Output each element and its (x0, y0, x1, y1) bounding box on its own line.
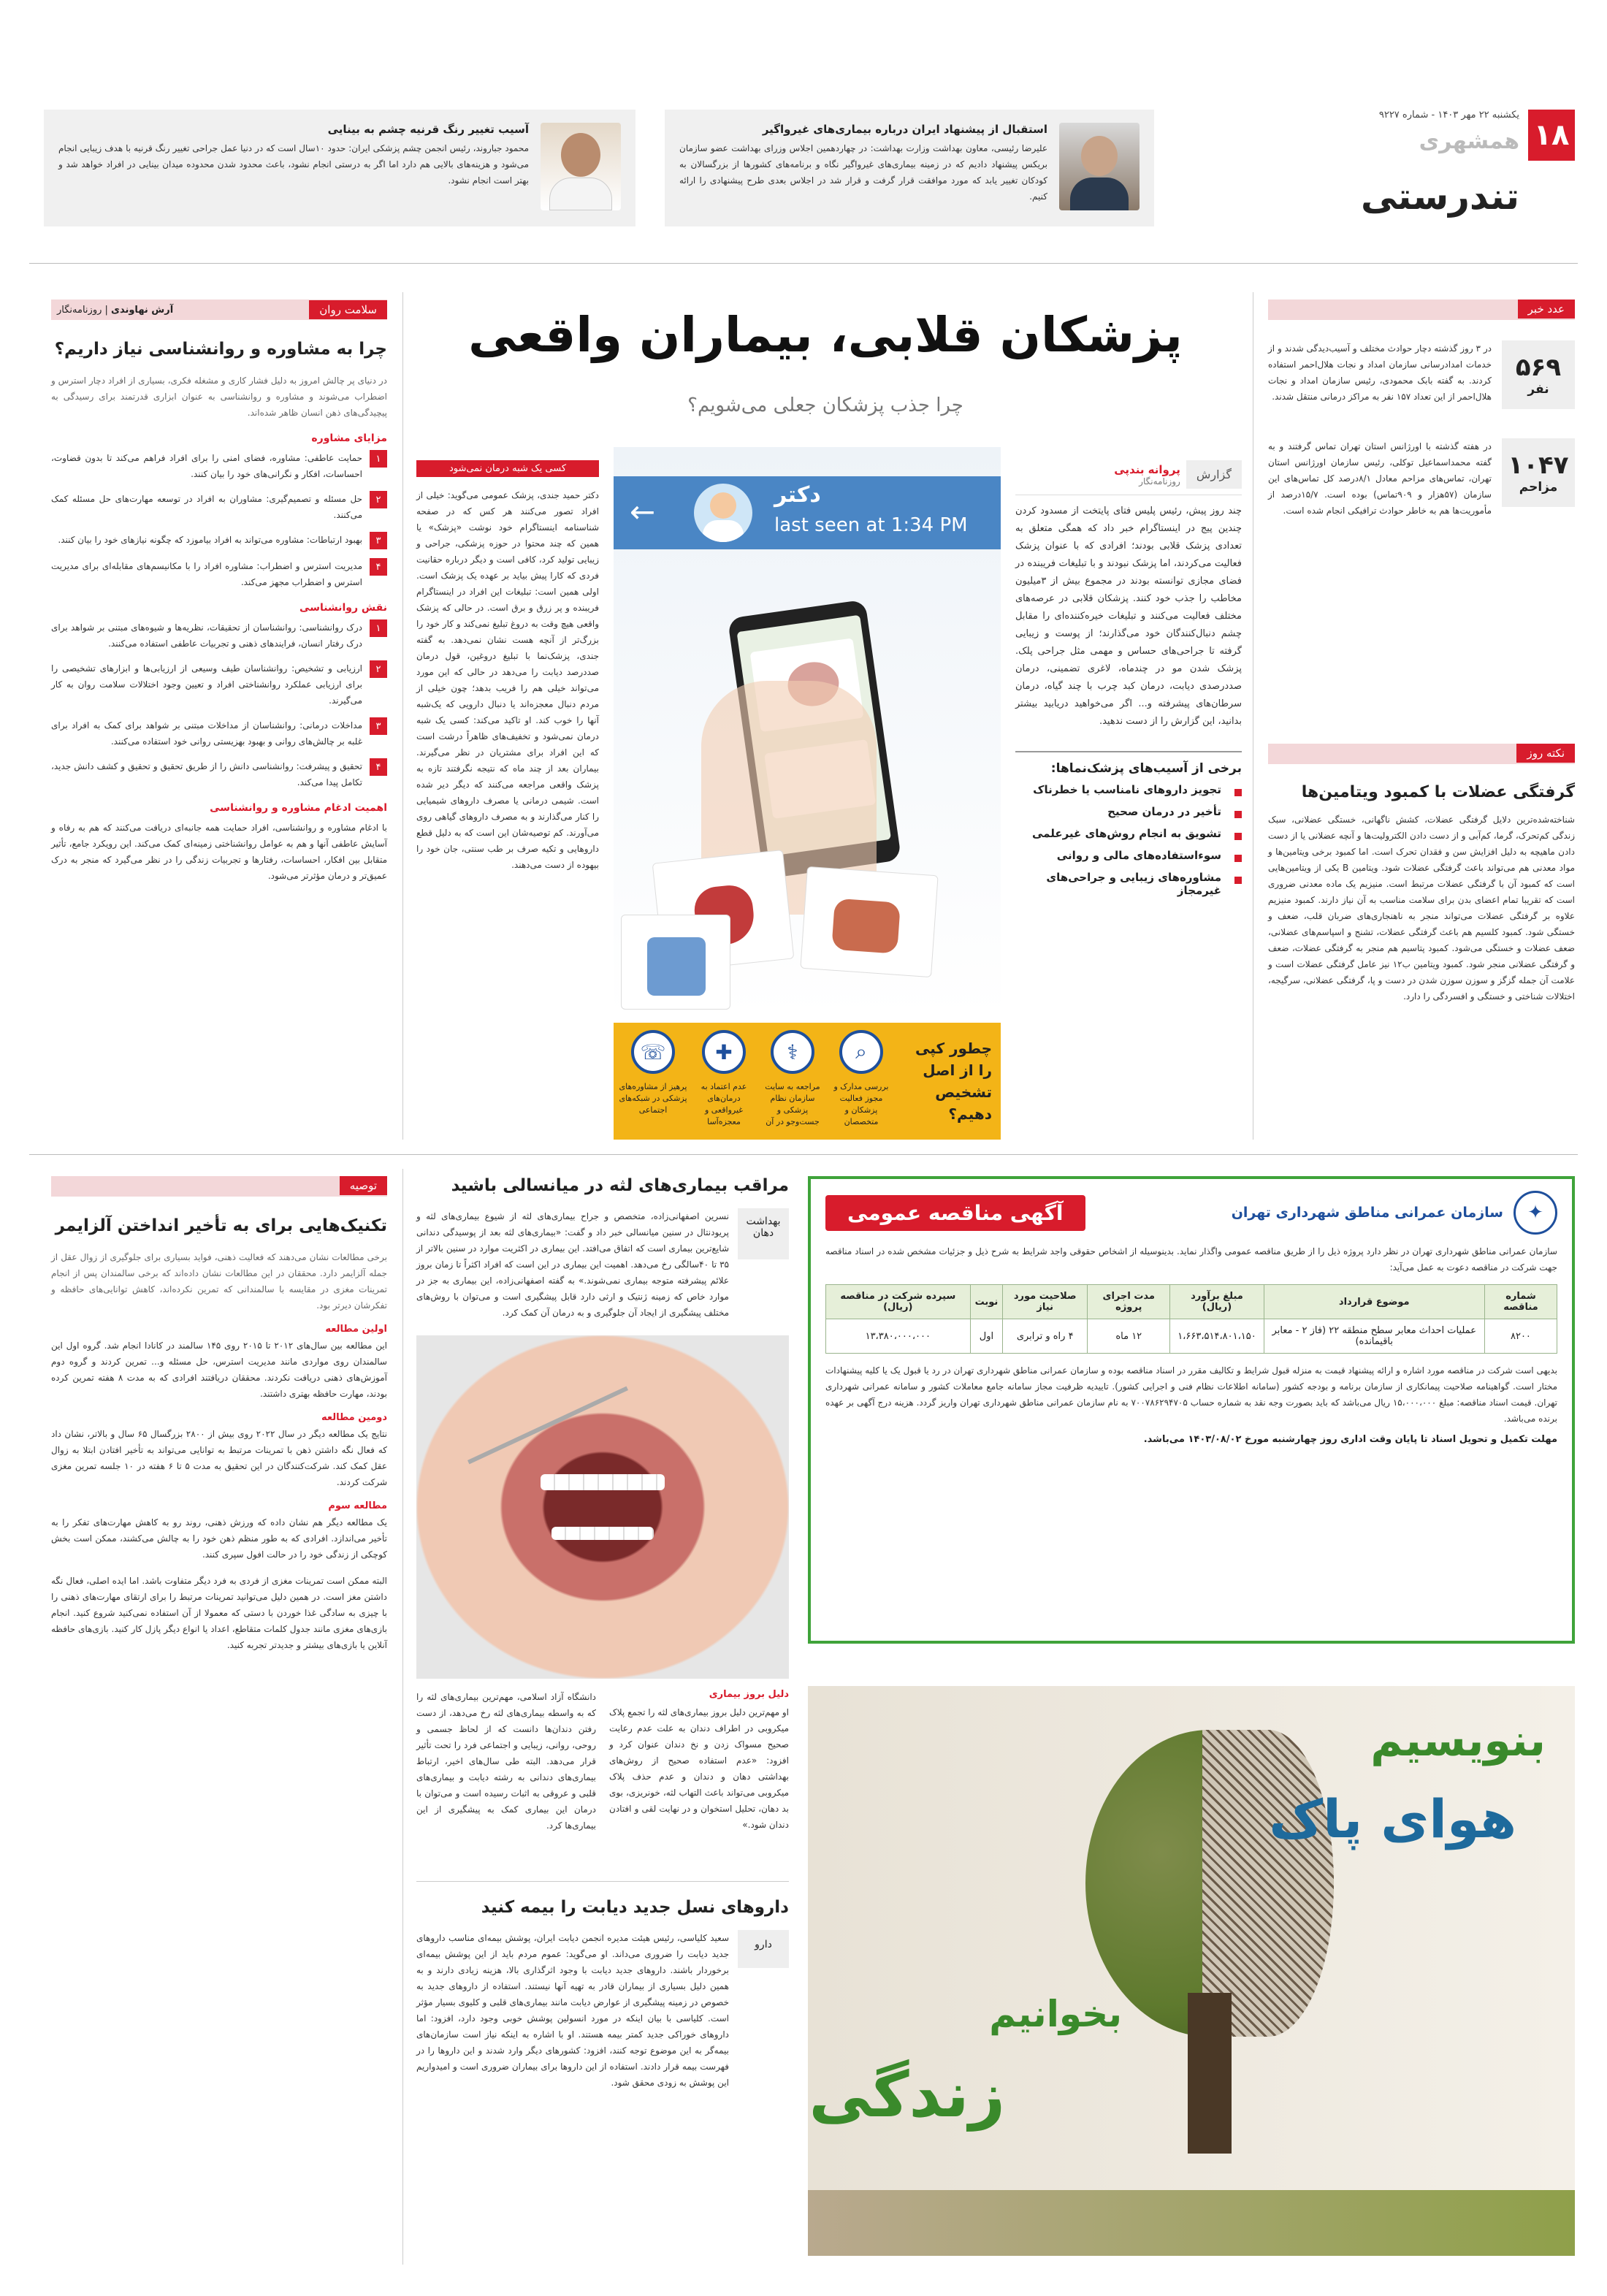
tip-section (1268, 744, 1575, 1004)
back-arrow-icon: ← (630, 494, 656, 530)
col-divider-2 (402, 292, 403, 1140)
howto-step: ☏ پرهیز از مشاوره‌های پزشکی در شبکه‌های اجتماعی (618, 1023, 688, 1116)
tender-intro: سازمان عمرانی مناطق شهرداری تهران در نظر دارد پروژه ذیل را از طریق مناقصه عمومی واگذار نماید. بدینوسیله از اشخاص حقوقی واجد شرایط به شرح ذیل و جزئیات مشخص شده در اسناد مناقصه جهت شرکت در مناقصه دعوت به عمل می‌آید: (825, 1246, 1557, 1273)
psych-list-item: ۳ مداخلات درمانی: روانشناسان از مداخلات مبتنی بر شواهد برای کمک به افراد برای غلبه بر چالش‌های روانی و بهبود بهزیستی روانی خود استفاده می‌کنند. (51, 717, 387, 750)
psych-author: آرش نهاوندی (111, 304, 174, 316)
news1-body: علیرضا رئیسی، معاون بهداشت وزارت بهداشت: در چهاردهمین اجلاس وزرای بهداشت عضو سازمان بریکس پیشنهاد دادیم که در زمینه بیماری‌های غیرواگیر نگاه و برنامه‌های کشورها از بزرگسالان به کودکان تغییر یابد که مورد موافقت قرار گرفت و قرار شد در اجلاس بعدی طرح پیشنهادی را ارائه کنیم. (679, 143, 1047, 202)
gum-title: مراقب بیماری‌های لثه در میانسالی باشید (451, 1176, 789, 1195)
paper-logo: همشهری (1419, 129, 1519, 154)
number-2-text: در هفته گذشته با اورژانس استان تهران تماس گرفتند و به گفته محمداسماعیل توکلی، رئیس سازمان اورژانس استان تهران، تماس‌های مزاحم معادل ۸/۱درصد کل تماس‌های این سازمان (۵۷هزار و ۹۰۹تماس) بوده است. ۱۵/۷درصد از مأموریت‌ها هم به خاطر حوادث ترافیکی انجام شده است. (1268, 441, 1492, 516)
main-subhead: چرا جذب پزشکان جعلی می‌شویم؟ (687, 394, 963, 416)
tender-org: سازمان عمرانی مناطق شهرداری تهران (1231, 1205, 1503, 1221)
alz-t4: البته ممکن است تمرینات مغزی از فردی به فرد دیگر متفاوت باشد. اما ایده اصلی، فعال نگه داشتن مغز است. در همین دلیل می‌توانید تمرینات مرتبط را برای ارتقای مهارت‌های ذهنی را با چیزی به سادگی غذا خوردن با دستی که معمولا از آن استفاده نمی‌کنید شروع کنید. انجام بازی‌های مغزی مانند جدول کلمات متقاطع، اعداد یا انواع دیگر پازل کار کنید. بازی‌های حافظه آنلاین یا بازی‌های بیشتر و جدیدتر تجربه کنید. (51, 1576, 387, 1650)
header-news-1 (665, 110, 1154, 226)
drug-tag: دارو (738, 1930, 789, 1968)
gum-drug-divider (416, 1881, 789, 1882)
psych-list-item: ۴ تحقیق و پیشرفت: روانشناسی دانش را از طریق تحقیق و تحقیق و کشف دانش جدید، تکامل پیدا می‌کند. (51, 758, 387, 790)
ad2-line1: بنویسیم (1370, 1715, 1546, 1766)
clean-air-ad (808, 1686, 1575, 2256)
main-headline: پزشکان قلابی، بیماران واقعی (468, 307, 1183, 363)
drug-title: داروهای نسل جدید دیابت را بیمه کنید (481, 1898, 789, 1917)
main-col-2-text: دکتر حمید جندی، پزشک عمومی می‌گوید: خیلی از افراد تصور می‌کنند هر کس که در صفحه شناسنامه اینستاگرام خود نوشت «پزشک» یا همین که چند محتوا در حوزه پزشکی، جراحی و زیبایی تولید کرد، کافی است و دیگر درباره حقانیت فردی که کارا پیش بیاید بر عهده یک پزشک است. اولی همین است: تبلیغات این افراد در اینستاگرام فریبنده و پر زرق و برق است. در حالی که پزشک واقعی هیچ وقت به دروغ تبلیغ نمی‌کند و کار خود را بزرگ‌تر از آنچه هست نشان نمی‌دهد. به گفته جندی، پزشک‌نما با تبلیغ دروغین، قول درمان صددرصد دیابت را می‌دهد در حالی که این مورد می‌تواند خیلی هم را فریب بدهد؛ چون خیلی از مردم دنبال معجزه‌اند یا دنبال دارویی که یک‌شبه آنها را خوب کند. او تاکید می‌کند: کسی یک شبه درمان نمی‌شود و تخفیف‌های ظاهراً درشت است که این افراد برای مشتریان در نظر می‌گیرند. بیماران بعد از چند ماه که نتیجه نگرفتند تازه به پزشک واقعی مراجعه می‌کنند که دیگر دیر شده است. شیمی درمانی یا مصرف داروهای شیمیایی را کنار می‌گذارند و به مصرف داروهای گیاهی روی می‌آورند. کم توصیه‌شان این است که به دلیل قطع داروهایی و تکیه صرف بر طب سنتی، جان خود را بیهوده از دست می‌دهند. (416, 490, 599, 870)
chat-header (614, 476, 1001, 549)
mishap-item: تجویز داروهای نامناسب یا خطرناک (1015, 783, 1242, 796)
report-tag: گزارش (1186, 460, 1242, 489)
psych-sub1: مزایای مشاوره (311, 432, 387, 444)
document-search-icon: ⌕ (839, 1030, 883, 1074)
drug-body: سعید کلیاسی، رئیس هیئت مدیره انجمن دیابت ایران، پوشش بیمه‌ای مناسب داروهای جدید دیابت را ضروری می‌داند. او می‌گوید: عموم مردم باید از این پوشش بیمه‌ای برخوردار باشند. داروهای جدید دیابت با وجود اثرگذاری بالا، هزینه زیادی دارند و به همین دلیل بسیاری از بیماران قادر به تهیه آنها نیستند. استفاده از داروهای جدید به خصوص در زمینه پیشگیری از عوارض دیابت مانند بیماری‌های قلبی و کلیوی بسیار مؤثر است. کلیاسی با بیان اینکه در مورد انسولین پوشش خوبی وجود دارد، افزود: اما داروهای خوراکی جدید کمتر بیمه هستند. او با اشاره به اینکه نیاز است سازمان‌های بیمه‌گر به این موضوع توجه کنند، افزود: کشورهای دیگر وارد شدند و این داروها را در فهرست بیمه قرار دادند. استفاده از این داروها برای بیماران ضروری است و امیدواریم این پوشش به زودی محقق شود. (416, 1933, 729, 2088)
chat-card (621, 915, 730, 1010)
number-1: ۵۶۹ (1515, 353, 1562, 382)
date-line: یکشنبه ۲۲ مهر ۱۴۰۳ - شماره ۹۲۲۷ (1378, 110, 1519, 121)
col-divider-3 (402, 1169, 403, 2265)
tender-table: شماره مناقصه موضوع قرارداد مبلغ برآورد (ریال) مدت اجرای پروژه صلاحیت مورد نیاز نوبت سپرده شرکت در مناقصه (ریال) ۸۲۰۰ عملیات احداث معابر سطح منطقه ۲۲ (فاز ۲ - معابر باقیمانده) ۱،۶۶۳،۵۱۴،۸۰۱،۱۵۰ ۱۲ ماه ۴ راه و ترابری اول ۱۳،۳۸۰،۰۰۰،۰۰۰ (825, 1284, 1557, 1354)
number-2-unit: مزاحم (1519, 480, 1558, 495)
chat-doctor-title: دکتر (774, 482, 821, 508)
table-row: ۸۲۰۰ عملیات احداث معابر سطح منطقه ۲۲ (فاز ۲ - معابر باقیمانده) ۱،۶۶۳،۵۱۴،۸۰۱،۱۵۰ ۱۲ ماه ۴ راه و ترابری اول ۱۳،۳۸۰،۰۰۰،۰۰۰ (826, 1319, 1557, 1354)
numbers-section (1268, 300, 1575, 519)
gum-col-1: او مهم‌ترین دلیل بروز بیماری‌های لثه را تجمع پلاک میکروبی در اطراف دندان به علت عدم رعایت صحیح مسواک زدن و نخ دندان عنوان کرد و افزود: «عدم استفاده صحیح از روش‌های بهداشتی دهان و دندان و عدم حذف پلاک میکروبی می‌تواند باعث التهاب لثه، خونریزی، بوی بد دهان، تحلیل استخوان و در نهایت لقی و افتادن دندان شود.» (609, 1707, 789, 1830)
main-col-2 (416, 460, 599, 873)
howto-step: ✚ عدم اعتماد به درمان‌های غیرواقعی و معجزه‌آسا (691, 1023, 757, 1128)
psych-sub2: نقش روانشناسی (299, 602, 387, 614)
psych-tag: سلامت روان (309, 300, 387, 319)
tip-tag-bar (1268, 744, 1575, 764)
numbers-tag-bar (1268, 300, 1575, 320)
tehran-logo-icon: ✦ (1514, 1191, 1557, 1235)
alz-t1: این مطالعه بین سال‌های ۲۰۱۲ تا ۲۰۱۵ روی ۱۴۵ سالمند در کانادا انجام شد. گروه اول این سالمندان روی مواردی مانند مدیریت استرس، حل مسئله و... تمرین کردند و گروه دوم آموزش‌های ذهنی دریافت نکردند. محققان دریافتند افرادی که به مدت ۸ هفته تمرین کرده بودند، مهارت حافظه بهتری داشتند. (51, 1340, 388, 1399)
gum-tag: بهداشت دهان (738, 1208, 789, 1259)
phone-illustration (614, 447, 1001, 1017)
psych-list-item: ۳ بهبود ارتباطات: مشاوره می‌تواند به افراد بیاموزد که چگونه نیازهای خود را بیان کنند. (51, 532, 387, 549)
alz-t2: نتایج یک مطالعه دیگر در سال ۲۰۲۲ روی بیش از ۲۸۰۰ بزرگسال ۶۵ سال و بالاتر، نشان داد که فعال نگه داشتن ذهن با تمرینات مرتبط به توانایی می‌تواند به تأخیر افتادن ابتلا به زوال عقل کمک کند. شرکت‌کنندگان در این تحقیق به مدت ۵ تا ۶ هفته در ۱۰ جلسه تمرین مغزی شرکت کردند. (51, 1429, 388, 1487)
ad2-line3: بخوانیم (989, 1993, 1122, 2035)
alz-intro: برخی مطالعات نشان می‌دهند که فعالیت ذهنی، فواید بسیاری برای جلوگیری از زوال عقل از جمله آلزایمر دارد. محققان در این مطالعات نشان داده‌اند که برخی سالمندان پس از انجام تمرینات مغزی در مقایسه با سالمندانی که تمرین نکرده‌اند، کاهش توانایی‌های حافظه و تفکرشان دیرتر بود. (51, 1252, 387, 1311)
psych-section (51, 300, 387, 884)
psych-author-role: روزنامه‌نگار (57, 304, 102, 316)
number-2: ۱۰۴۷ (1508, 451, 1569, 480)
medical-badge-icon: ⚕ (771, 1030, 814, 1074)
mishap-item: مشاوره‌های زیبایی و جراحی‌های غیرمجاز (1015, 871, 1242, 897)
mishaps-box (1015, 751, 1242, 897)
mid-divider (29, 1154, 1578, 1155)
number-box-2 (1502, 438, 1575, 507)
main-col-1 (1015, 460, 1242, 906)
author-name: پروانه بندپی (1114, 462, 1180, 476)
tip-body: شناخته‌شده‌ترین دلایل گرفتگی عضلات، کشش ناگهانی، خستگی عضلانی، سبک زندگی کم‌تحرک، گرما، کم‌آبی و از دست دادن الکترولیت‌ها و آنچه عضلانی یا از دست دادن ماهیچه به دلیل افزایش سن و فقدان تحرک است. اما کمبود برخی ویتامین‌ها و مواد معدنی هم می‌تواند باعث گرفتگی عضلات شود. ویتامین B یکی از ویتامین‌هایی است که کمبود آن با گرفتگی عضلات مرتبط است. منیزیم یک ماده معدنی ضروری است که تقریبا تمام اعضای بدن برای سلامت مناسب به آن نیاز دارند. کمبود منیزیم علاوه بر گرفتگی عضلات می‌تواند منجر به ناهنجاری‌های ضربان قلب، ضعف و خستگی شود. کمبود کلسیم هم باعث گرفتگی عضلات، تشنج و اسپاسم‌های عضلانی، ضعف عضلات و خستگی می‌شود. کمبود پتاسیم هم منجر به گرفتگی عضلات، ضعف و گرفتگی عضلانی منجر شود. کمبود ویتامین ب۱۲ نیز عامل گرفتگی عضلات است و علامت آن جمله گزگز و سوزن سوزن شدن در دست و پا، گرفتگی عضلانی، سرگیجه، اختلالات شناختی و خستگی و افسردگی را دارد. (1268, 815, 1575, 1002)
doctor-avatar-icon (694, 484, 752, 542)
dental-mirror-icon (467, 1387, 628, 1465)
header-divider (29, 263, 1578, 264)
gum-sub: دلیل بروز بیماری (709, 1689, 789, 1700)
mishap-item: تشویق به انجام روش‌های غیرعلمی (1015, 827, 1242, 840)
news2-photo (541, 123, 621, 210)
psych-list-item: ۴ مدیریت استرس و اضطراب: مشاوره افراد را با مکانیسم‌های مقابله‌ای برای مدیریت استرس و اضطراب مجهز می‌کند. (51, 558, 387, 590)
psych-sub3: اهمیت ادغام مشاوره و روانشناسی (210, 802, 387, 814)
ad2-line2: هوای پاک (1269, 1788, 1516, 1850)
header-news-2 (44, 110, 635, 226)
mishaps-title: برخی از آسیب‌های پزشک‌نماها: (1050, 761, 1242, 776)
psych-outro: با ادغام مشاوره و روانشناسی، افراد حمایت همه جانبه‌ای دریافت می‌کنند که هم به رفاه و آسایش عاطفی آنها و هم به عوامل روانشناختی زمینه‌ای کمک می‌کند. این رویکرد جامع، تأثیر متقابل بین افکار، احساسات، رفتارها و تجربیات زندگی را در نظر می‌گیرد که منجر به درک عمیق‌تر و درمان مؤثرتر می‌شود. (51, 823, 387, 881)
psych-list-item: ۲ حل مسئله و تصمیم‌گیری: مشاوران به افراد در توسعه مهارت‌های حل مسئله کمک می‌کنند. (51, 491, 387, 523)
news1-title: استقبال از پیشنهاد ایران درباره بیماری‌های غیرواگیر (762, 123, 1047, 136)
alz-t3: یک مطالعه دیگر هم نشان داده که ورزش ذهنی، روند رو به کاهش مهارت‌های تفکر را به تأخیر می‌اندازد. افرادی که به طور منظم ذهن خود را به چالش می‌کشند، ممکن است بخش کوچکی از زندگی خود را در حالت افول سپری کنند. (51, 1517, 387, 1560)
numbers-tag: عدد خبر (1518, 300, 1575, 319)
main-col-1-text: چند روز پیش، رئیس پلیس فتای پایتخت از مسدود کردن چندین پیج در اینستاگرام خبر داد که همگی متعلق به تعدادی پزشک قلابی بودند؛ افرادی که با عنوان پزشک فعالیت می‌کردند، اما پزشک نبودند و با تبلیغات فریبنده در فضای مجازی توانسته بودند در مجموع بیش از ۳میلیون مخاطب را جذب خود کنند. پزشکان قلابی در عرصه‌های مختلف فعالیت می‌کنند و تبلیغات خیره‌کننده‌ای را مقابل چشم دنبال‌کنندگان خود می‌گذارند؛ از پوست و زیبایی گرفته تا جراحی‌های حساس و مهمی مثل جراحی پلک. پزشک شدن مو در چندماه، لاغری تضمینی، درمان صددرصدی دیابت، درمان کبد چرب با چند گیاه، درمان سرطان‌های پیشرفته و... اگر می‌خواهید دریابید بیشتر بدانید، این گزارش را از دست ندهید. (1015, 506, 1242, 727)
psych-list-item: ۱ درک روانشناسی: روانشناسان از تحقیقات، نظریه‌ها و شیوه‌های مبتنی بر شواهد برای درک رفتار انسان، فرایندهای ذهنی و تجربیات عاطفی استفاده می‌کنند. (51, 619, 387, 652)
ad2-line4: زندگی (809, 2059, 1005, 2132)
psych-intro: در دنیای پر چالش امروز به دلیل فشار کاری و مشغله فکری، بسیاری از افراد دچار استرس و اضطراب می‌شوند و مشاوره و روانشناسی به عنوان ابزاری قدرتمند برای رسیدگی به پیچیدگی‌های ذهن انسان ظاهر شده‌اند. (51, 375, 387, 418)
mouth-photo (416, 1335, 789, 1679)
gum-intro: نسرین اصفهانی‌زاده، متخصص و جراح بیماری‌های لثه از شیوع بیماری‌های لثه و پریودنتال در سنین میانسالی خبر داد و گفت: «بیماری‌های لثه بعد از پوسیدگی دندانی شایع‌ترین بیماری است که اتفاق می‌افتد. این بیماری در اکثریت موارد در سنین بالاتر از ۳۵ تا ۴۰سالگی رخ می‌دهد. اهمیت این بیماری در این است که افراد اکثراً تا زمان بروز علائم پیشرفته متوجه بیماری نمی‌شوند.» به گفته اصفهانی‌زاده، این بیماری به جز در موارد خاص که زمینه ژنتیک و ارثی دارد قابل پیشگیری است و می‌توان با روش‌های مختلف پیشگیری از ایجاد آن جلوگیری و به درمان آن کمک کرد. (416, 1211, 729, 1318)
tip-tag: نکته روز (1516, 744, 1575, 763)
tender-footer: مهلت تکمیل و تحویل اسناد تا پایان وقت اداری روز چهارشنبه مورخ ۱۴۰۳/۰۸/۰۲ می‌باشد. (1143, 1434, 1557, 1445)
alz-title: تکنیک‌هایی برای به تأخیر انداختن آلزایمر (55, 1216, 387, 1235)
chat-card (800, 866, 938, 977)
psych-tag-bar: سلامت روان آرش نهاوندی | روزنامه‌نگار (51, 300, 387, 320)
number-1-text: در ۳ روز گذشته دچار حوادث مختلف و آسیب‌دیدگی شدند و از خدمات امدادرسانی سازمان امداد و نجات هلال‌احمر استفاده کردند. به گفته بابک محمودی، رئیس سازمان امداد و نجات هلال‌احمر از این تعداد ۱۵۷ نفر به مراکز درمانی منتقل شدند. (1268, 343, 1492, 402)
phone-doctor-icon: ☏ (631, 1030, 675, 1074)
gum-section (416, 1176, 789, 1834)
chat-status: last seen at 1:34 PM (774, 514, 968, 536)
news2-title: آسیب تغییر رنگ قرنیه چشم به بینایی (327, 123, 529, 136)
tender-body: بدیهی است شرکت در مناقصه مورد اشاره و ارائه پیشنهاد قیمت به منزله قبول شرایط و تکالیف مقرر در اسناد مناقصه بوده و سازمان عمرانی مناطق شهرداری تهران در رد یا قبول یک یا کلیه پیشنهادات مختار است. گواهینامه صلاحیت پیمانکاری از سازمان برنامه و بودجه کشور (سامانه اطلاعات نظام فنی و اجرایی کشور). تاییدیه ظرفیت مجاز سامانه جامع معاملات کشور و سامانه عمرانی شهرداری تهران. قیمت اسناد مناقصه: مبلغ ۱۵،۰۰۰،۰۰۰ ریال می‌باشد که باید بصورت وجه نقد به شماره حساب ۷۰۰۷۸۶۲۹۴۷۰۵ به نام سازمان عمرانی مناطق شهرداری تهران واریز گردد. هزینه درج آگهی بر عهده برنده می‌باشد. (825, 1365, 1557, 1424)
howto-title: چطور کپی را از اصل تشخیص دهیم؟ (915, 1040, 992, 1123)
page-number-box: ۱۸ (1528, 110, 1575, 161)
gum-col-2: دانشگاه آزاد اسلامی، مهم‌ترین بیماری‌های لثه را که به واسطه بیماری‌های لثه رخ می‌دهد، از دست رفتن دندان‌ها دانست که از لحاظ جسمی و روحی، روانی، زیبایی و اجتماعی فرد را تحت تأثیر قرار می‌دهد. البته طی سال‌های اخیر، ارتباط بیماری‌های دندانی به رشته دیابت و بیماری‌های قلبی و عروقی به اثبات رسیده است و می‌توان با درمان این بیماری کمک به پیشگیری از این بیماری‌ها کرد. (416, 1692, 596, 1831)
quote-tag: کسی یک شبه درمان نمی‌شود (416, 460, 599, 477)
hospital-bed-icon: ✚ (702, 1030, 746, 1074)
number-1-unit: نفر (1527, 382, 1549, 397)
alz-s1: اولین مطالعه (325, 1324, 387, 1335)
news1-photo (1059, 123, 1140, 210)
alz-s3: مطالعه سوم (328, 1500, 387, 1511)
section-title: تندرستی (1360, 175, 1519, 218)
mishap-item: تأخیر در درمان صحیح (1015, 805, 1242, 818)
drug-section (416, 1898, 789, 2091)
number-box-1 (1502, 340, 1575, 409)
ground (808, 2190, 1575, 2256)
alz-tag: توصیه (340, 1176, 387, 1195)
tender-ad (808, 1176, 1575, 1644)
mishap-item: سوءاستفاده‌های مالی و روانی (1015, 849, 1242, 862)
howto-step: ⌕ بررسی مدارک و مجوز فعالیت پزشکان و متخصصان (828, 1023, 894, 1128)
news2-body: محمود جباروند، رئیس انجمن چشم پزشکی ایران: حدود ۱۰سال است که در دنیا عمل جراحی تغییر رنگ قرنیه با هدف زیبایی انجام می‌شود و هزینه‌های بالایی هم دارد اما اگر به درستی انجام نشود، باعث محدود شدن محدوده میدان بینایی در افراد خواهد شد و بهتر است انجام نشود. (58, 143, 530, 186)
howto-step: ⚕ مراجعه به سایت سازمان نظام پزشکی و جست‌وجو در آن (760, 1023, 825, 1128)
tip-title: گرفتگی عضلات با کمبود ویتامین‌ها (1301, 783, 1575, 801)
psych-title: چرا به مشاوره و روانشناسی نیاز داریم؟ (54, 340, 387, 359)
psych-list-item: ۱ حمایت عاطفی: مشاوره، فضای امنی را برای افراد فراهم می‌کند تا بدون قضاوت، احساسات، افکار و نگرانی‌های خود را بیان کنند. (51, 450, 387, 482)
alz-s2: دومین مطالعه (321, 1412, 387, 1423)
alz-section (51, 1176, 387, 1653)
author-role: روزنامه‌نگار (1139, 476, 1180, 487)
psych-list-item: ۲ ارزیابی و تشخیص: روانشناسان طیف وسیعی از ارزیابی‌ها و ابزارهای تشخیصی را برای ارزیابی عملکرد روانشناختی افراد و تعیین وجود اختلالات سلامت روان به کار می‌گیرند. (51, 660, 387, 709)
alz-tag-bar (51, 1176, 387, 1197)
tender-title: آگهی مناقصه عمومی (825, 1195, 1085, 1231)
